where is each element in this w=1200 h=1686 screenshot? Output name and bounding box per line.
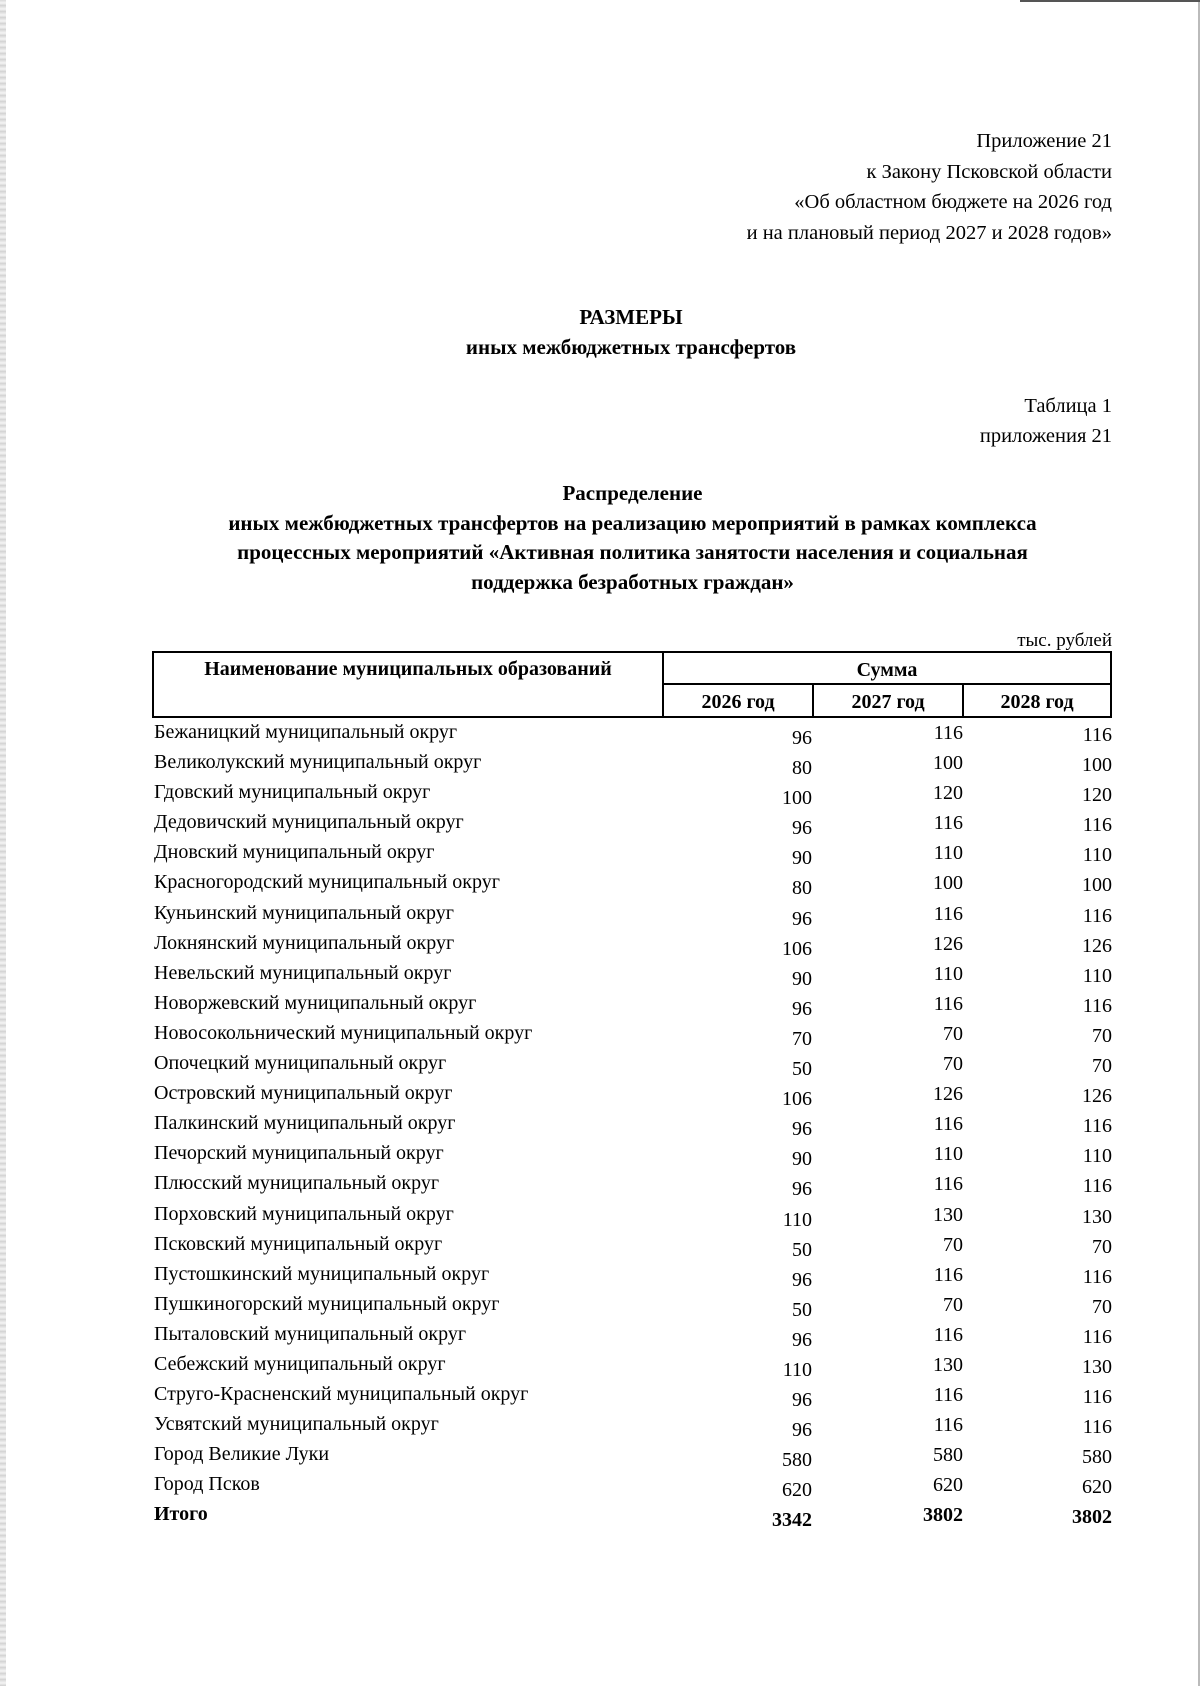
value-2026: 90 bbox=[792, 967, 812, 990]
municipality-name: Опочецкий муниципальный округ bbox=[154, 1052, 447, 1075]
value-2027: 70 bbox=[943, 1022, 963, 1045]
value-2026: 96 bbox=[792, 1178, 812, 1201]
value-2026: 50 bbox=[792, 1058, 812, 1081]
municipality-name: Бежаницкий муниципальный округ bbox=[154, 721, 458, 743]
distribution-title-line3: процессных мероприятий «Активная политика занятости населения и социальная bbox=[237, 540, 1028, 564]
value-2027: 116 bbox=[933, 1263, 963, 1286]
appendix-law-title-1: «Об областном бюджете на 2026 год bbox=[794, 191, 1112, 213]
table-row bbox=[152, 1350, 1112, 1380]
table-row bbox=[152, 929, 1112, 959]
value-2027: 100 bbox=[933, 872, 963, 895]
value-2027: 100 bbox=[933, 752, 963, 775]
table-row bbox=[152, 1380, 1112, 1410]
table-row bbox=[152, 1440, 1112, 1470]
value-2028: 70 bbox=[1092, 1024, 1112, 1047]
value-2028: 126 bbox=[1082, 934, 1112, 957]
table-row bbox=[152, 1290, 1112, 1320]
value-2028: 110 bbox=[1082, 1145, 1112, 1168]
value-2026: 106 bbox=[782, 937, 812, 960]
value-2027: 110 bbox=[933, 1143, 963, 1166]
value-2026: 50 bbox=[792, 1238, 812, 1261]
value-2026: 96 bbox=[792, 1389, 812, 1412]
value-2028: 110 bbox=[1082, 844, 1112, 867]
column-header-2027: 2027 год bbox=[814, 685, 964, 716]
value-2027: 70 bbox=[943, 1293, 963, 1316]
table-row bbox=[152, 778, 1112, 808]
municipality-name: Невельский муниципальный округ bbox=[154, 961, 452, 984]
value-2026: 50 bbox=[792, 1298, 812, 1321]
table-row bbox=[152, 868, 1112, 898]
value-2028: 110 bbox=[1082, 964, 1112, 987]
appendix-number: Приложение 21 bbox=[976, 130, 1112, 152]
table-row bbox=[152, 1079, 1112, 1109]
table-row bbox=[152, 1049, 1112, 1079]
table-row bbox=[152, 748, 1112, 778]
value-2028: 580 bbox=[1082, 1446, 1112, 1469]
distribution-title-line2: иных межбюджетных трансфертов на реализацию мероприятий в рамках комплекса bbox=[228, 510, 1037, 535]
distribution-title-line4: поддержка безработных граждан» bbox=[471, 569, 794, 594]
value-2026: 110 bbox=[782, 1358, 812, 1381]
value-2026: 110 bbox=[782, 1208, 812, 1231]
value-2027: 70 bbox=[943, 1053, 963, 1076]
table-row bbox=[152, 1109, 1112, 1139]
municipality-name: Город Великие Луки bbox=[154, 1443, 330, 1466]
municipality-name: Пустошкинский муниципальный округ bbox=[154, 1262, 490, 1285]
appendix-header bbox=[552, 126, 1112, 248]
unit-label: тыс. рублей bbox=[1017, 630, 1112, 651]
value-2028: 126 bbox=[1082, 1085, 1112, 1108]
document-title-line1: РАЗМЕРЫ bbox=[579, 305, 683, 329]
value-2027: 580 bbox=[933, 1444, 963, 1467]
value-2027: 3802 bbox=[923, 1504, 963, 1527]
value-2028: 100 bbox=[1082, 874, 1112, 897]
table-row bbox=[152, 1169, 1112, 1199]
municipality-name: Локнянский муниципальный округ bbox=[154, 931, 455, 954]
municipality-name: Усвятский муниципальный округ bbox=[154, 1413, 439, 1436]
value-2028: 70 bbox=[1092, 1295, 1112, 1318]
municipality-name: Дновский муниципальный округ bbox=[154, 841, 435, 864]
value-2026: 580 bbox=[782, 1449, 812, 1472]
value-2027: 120 bbox=[933, 782, 963, 805]
value-2026: 620 bbox=[782, 1479, 812, 1502]
table-row bbox=[152, 1410, 1112, 1440]
value-2027: 126 bbox=[933, 932, 963, 955]
municipality-name: Пушкиногорский муниципальный округ bbox=[154, 1292, 500, 1315]
municipality-name: Пыталовский муниципальный округ bbox=[154, 1322, 467, 1345]
value-2027: 116 bbox=[933, 1384, 963, 1407]
municipality-name: Печорский муниципальный округ bbox=[154, 1142, 444, 1165]
table-header bbox=[152, 651, 1112, 718]
municipality-name: Город Псков bbox=[154, 1473, 260, 1496]
value-2026: 90 bbox=[792, 1148, 812, 1171]
value-2028: 130 bbox=[1082, 1205, 1112, 1228]
value-2027: 116 bbox=[933, 1113, 963, 1136]
table-row bbox=[152, 1260, 1112, 1290]
value-2026: 70 bbox=[792, 1027, 812, 1050]
table-row bbox=[152, 1019, 1112, 1049]
value-2027: 116 bbox=[933, 902, 963, 925]
municipality-name: Великолукский муниципальный округ bbox=[154, 751, 482, 774]
municipality-name: Красногородский муниципальный округ bbox=[154, 871, 500, 894]
value-2028: 116 bbox=[1082, 994, 1112, 1017]
column-header-2026: 2026 год bbox=[664, 685, 814, 716]
value-2028: 3802 bbox=[1072, 1506, 1112, 1529]
table-reference bbox=[812, 391, 1112, 451]
value-2026: 96 bbox=[792, 817, 812, 840]
table-row bbox=[152, 989, 1112, 1019]
municipality-name: Порховский муниципальный округ bbox=[154, 1202, 454, 1225]
value-2027: 116 bbox=[933, 722, 963, 744]
value-2028: 70 bbox=[1092, 1235, 1112, 1258]
value-2027: 130 bbox=[933, 1203, 963, 1226]
municipality-name: Себежский муниципальный округ bbox=[154, 1352, 446, 1375]
value-2026: 3342 bbox=[772, 1509, 812, 1532]
value-2026: 96 bbox=[792, 1118, 812, 1141]
value-2026: 96 bbox=[792, 1268, 812, 1291]
value-2026: 96 bbox=[792, 907, 812, 930]
value-2027: 116 bbox=[933, 1414, 963, 1437]
value-2026: 80 bbox=[792, 877, 812, 900]
value-2027: 110 bbox=[933, 842, 963, 865]
value-2028: 116 bbox=[1082, 1265, 1112, 1288]
value-2026: 100 bbox=[782, 787, 812, 810]
value-2028: 116 bbox=[1082, 1386, 1112, 1409]
table-row bbox=[152, 899, 1112, 929]
municipality-name: Струго-Красненский муниципальный округ bbox=[154, 1383, 529, 1406]
scan-top-edge bbox=[1020, 0, 1200, 2]
municipality-name: Итого bbox=[154, 1503, 208, 1526]
value-2027: 116 bbox=[933, 1173, 963, 1196]
table-appendix: приложения 21 bbox=[979, 425, 1112, 447]
value-2026: 96 bbox=[792, 1328, 812, 1351]
appendix-law-title-2: и на плановый период 2027 и 2028 годов» bbox=[746, 221, 1112, 244]
table-row bbox=[152, 808, 1112, 838]
value-2028: 70 bbox=[1092, 1055, 1112, 1078]
value-2027: 110 bbox=[933, 962, 963, 985]
value-2026: 96 bbox=[792, 1419, 812, 1442]
value-2026: 90 bbox=[792, 847, 812, 870]
table-body bbox=[152, 718, 1112, 1531]
value-2028: 116 bbox=[1082, 1175, 1112, 1198]
value-2027: 70 bbox=[943, 1233, 963, 1256]
column-header-2028: 2028 год bbox=[1000, 691, 1074, 713]
value-2027: 116 bbox=[933, 1323, 963, 1346]
value-2026: 80 bbox=[792, 757, 812, 780]
table-row bbox=[152, 1139, 1112, 1169]
municipality-name: Новоржевский муниципальный округ bbox=[154, 991, 477, 1014]
municipality-name: Псковский муниципальный округ bbox=[154, 1232, 443, 1255]
scan-left-edge bbox=[0, 0, 6, 1686]
value-2027: 116 bbox=[933, 812, 963, 835]
table-row bbox=[152, 959, 1112, 989]
value-2028: 116 bbox=[1082, 724, 1112, 746]
value-2027: 126 bbox=[933, 1083, 963, 1106]
municipality-name: Дедовичский муниципальный округ bbox=[154, 811, 464, 834]
value-2027: 130 bbox=[933, 1353, 963, 1376]
value-2028: 620 bbox=[1082, 1476, 1112, 1499]
table-number: Таблица 1 bbox=[1024, 395, 1112, 417]
distribution-title-line1: Распределение bbox=[562, 481, 703, 505]
table-row bbox=[152, 1320, 1112, 1350]
value-2028: 116 bbox=[1082, 1115, 1112, 1138]
table-row bbox=[152, 1230, 1112, 1260]
document-title-line2: иных межбюджетных трансфертов bbox=[465, 335, 797, 359]
distribution-title bbox=[150, 479, 1115, 597]
value-2026: 106 bbox=[782, 1088, 812, 1111]
document-title bbox=[0, 302, 1200, 362]
value-2028: 116 bbox=[1082, 904, 1112, 927]
column-header-sum: Сумма bbox=[664, 653, 1110, 685]
value-2028: 116 bbox=[1082, 1416, 1112, 1439]
appendix-law-ref: к Закону Псковской области bbox=[866, 160, 1112, 183]
municipality-name: Новосокольнический муниципальный округ bbox=[154, 1021, 533, 1044]
value-2027: 620 bbox=[933, 1474, 963, 1497]
value-2026: 96 bbox=[792, 727, 812, 749]
value-2026: 96 bbox=[792, 997, 812, 1020]
municipality-name: Гдовский муниципальный округ bbox=[154, 781, 431, 804]
value-2028: 116 bbox=[1082, 1325, 1112, 1348]
table-row bbox=[152, 1200, 1112, 1230]
value-2027: 116 bbox=[933, 992, 963, 1015]
table-row bbox=[152, 838, 1112, 868]
table-row bbox=[152, 718, 1112, 748]
municipality-name: Палкинский муниципальный округ bbox=[154, 1112, 456, 1135]
value-2028: 130 bbox=[1082, 1355, 1112, 1378]
municipality-name: Островский муниципальный округ bbox=[154, 1082, 453, 1105]
value-2028: 116 bbox=[1082, 814, 1112, 837]
value-2028: 120 bbox=[1082, 784, 1112, 807]
municipality-name: Куньинский муниципальный округ bbox=[154, 901, 454, 924]
table-row bbox=[152, 1470, 1112, 1500]
column-header-name: Наименование муниципальных образований bbox=[154, 653, 664, 716]
municipality-name: Плюсский муниципальный округ bbox=[154, 1172, 440, 1195]
value-2028: 100 bbox=[1082, 754, 1112, 777]
total-row bbox=[152, 1500, 1112, 1530]
